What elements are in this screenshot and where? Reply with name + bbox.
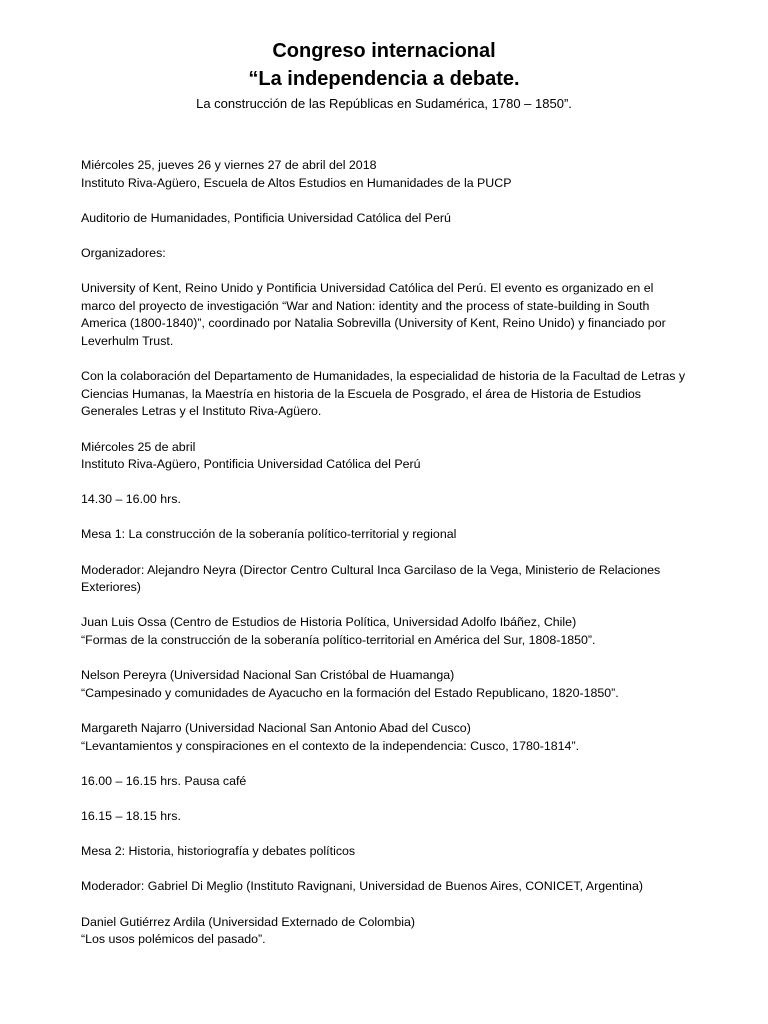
talk-title: “Levantamientos y conspiraciones en el contexto de la independencia: Cusco, 1780-1814”. xyxy=(81,738,580,753)
document-title-line2: “La independencia a debate. xyxy=(248,68,520,90)
event-venue: Auditorio de Humanidades, Pontificia Universidad Católica del Perú xyxy=(81,210,451,225)
talk-speaker: Margareth Najarro (Universidad Nacional San Antonio Abad del Cusco) xyxy=(81,721,471,735)
session1-moderator: Moderador: Alejandro Neyra (Director Centro Cultural Inca Garcilaso de la Vega, Ministerio de Relaciones Exteriores) xyxy=(81,562,661,595)
collaboration-paragraph: Con la colaboración del Departamento de Humanidades, la especialidad de historia de la Facultad de Letras y Ciencias Humanas, la Maestría en historia de la Escuela de Posgrado, el área de Historia de Estudios Generales Letras y el Instituto Riva-Agüero. xyxy=(81,369,686,419)
coffee-break: 16.00 – 16.15 hrs. Pausa café xyxy=(81,773,247,788)
talk-item xyxy=(81,667,691,702)
talk-title: “Los usos polémicos del pasado”. xyxy=(81,932,266,947)
session2-time: 16.15 – 18.15 hrs. xyxy=(81,808,181,823)
event-info xyxy=(81,157,691,192)
talk-speaker: Nelson Pereyra (Universidad Nacional San Cristóbal de Huamanga) xyxy=(81,668,455,683)
talk-title: “Formas de la construcción de la soberanía político-territorial en América del Sur, 1808-1850”. xyxy=(81,633,596,648)
day1-place: Instituto Riva-Agüero, Pontificia Universidad Católica del Perú xyxy=(81,457,421,472)
document-title: Congreso internacional xyxy=(272,40,496,62)
day1-date: Miércoles 25 de abril xyxy=(81,439,196,454)
talk-item xyxy=(81,720,691,755)
session1-mesa: Mesa 1: La construcción de la soberanía político-territorial y regional xyxy=(81,527,457,542)
event-dates: Miércoles 25, jueves 26 y viernes 27 de abril del 2018 xyxy=(81,158,377,172)
talk-title: “Campesinado y comunidades de Ayacucho en la formación del Estado Republicano, 1820-1850”. xyxy=(81,685,619,700)
talk-speaker: Daniel Gutiérrez Ardila (Universidad Externado de Colombia) xyxy=(81,914,416,929)
document-subtitle: La construcción de las Repúblicas en Sudamérica, 1780 – 1850”. xyxy=(196,96,572,111)
session1-time: 14.30 – 16.00 hrs. xyxy=(81,492,181,507)
talk-item xyxy=(81,914,691,949)
event-institute: Instituto Riva-Agüero, Escuela de Altos Estudios en Humanidades de la PUCP xyxy=(81,175,512,190)
day1-heading xyxy=(81,439,691,474)
session2-mesa: Mesa 2: Historia, historiografía y debates políticos xyxy=(81,844,356,859)
talk-item xyxy=(81,614,691,649)
talk-speaker: Juan Luis Ossa (Centro de Estudios de Historia Política, Universidad Adolfo Ibáñez, Chile) xyxy=(81,615,577,630)
session2-moderator: Moderador: Gabriel Di Meglio (Instituto Ravignani, Universidad de Buenos Aires, CONICET, Argentina) xyxy=(81,879,643,894)
document-body xyxy=(81,157,691,966)
organizers-paragraph: University of Kent, Reino Unido y Pontificia Universidad Católica del Perú. El evento es organizado en el marco del proyecto de investigación “War and Nation: identity and the process of state-building in South America (1800-1840)”, coordinado por Natalia Sobrevilla (University of Kent, Reino Unido) y financiado por Leverhulm Trust. xyxy=(81,281,666,348)
organizers-label: Organizadores: xyxy=(81,245,166,260)
